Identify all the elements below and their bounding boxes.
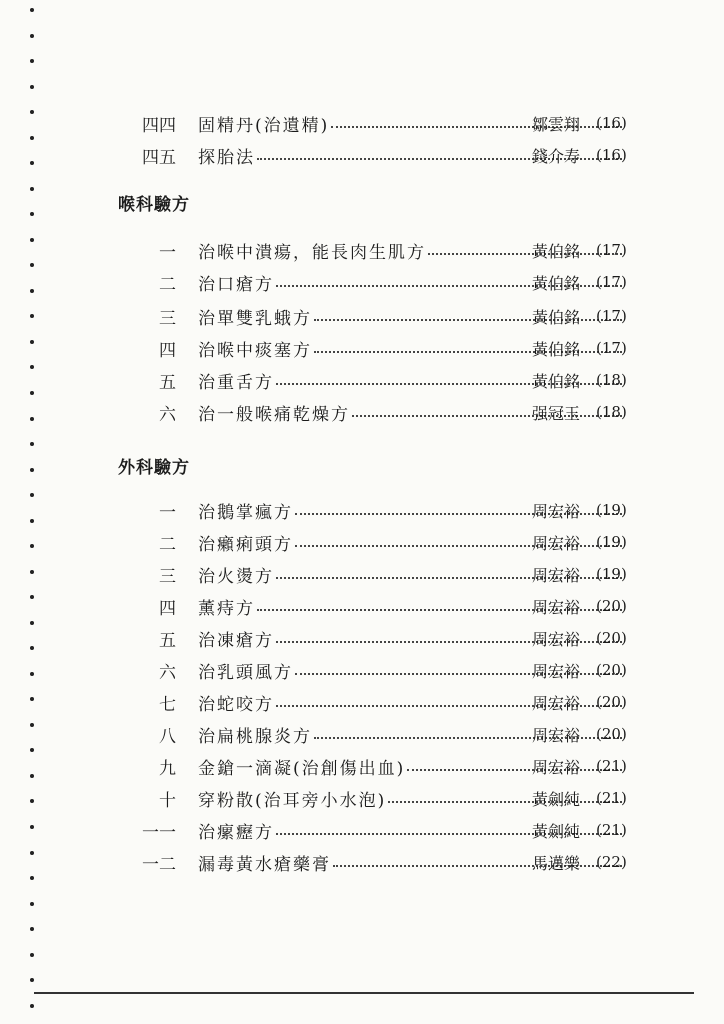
entry-author: 周宏裕 — [532, 629, 581, 649]
entry-author: 黃劍純 — [532, 789, 581, 809]
toc-entry — [0, 236, 724, 264]
entry-number: 二 — [159, 534, 176, 555]
entry-author: 周宏裕 — [532, 597, 581, 617]
entry-title: 金鎗一滴凝(治創傷出血) — [198, 758, 406, 779]
entry-page-number: (19) — [596, 501, 627, 519]
toc-entry — [0, 784, 724, 812]
toc-entry — [0, 141, 724, 169]
entry-title: 治乳頭風方 — [198, 662, 293, 683]
entry-page-number: (19) — [596, 533, 627, 551]
toc-entry — [0, 109, 724, 137]
entry-author: 黃伯銘 — [532, 307, 581, 327]
entry-number: 一二 — [142, 854, 176, 875]
entry-author: 黃伯銘 — [532, 273, 581, 293]
toc-entry — [0, 656, 724, 684]
entry-number: 四四 — [142, 115, 176, 136]
entry-number: 二 — [159, 274, 176, 295]
section-heading: 外科驗方 — [118, 458, 190, 478]
entry-page-number: (20) — [596, 725, 627, 743]
entry-author: 鄒雲翔 — [532, 114, 581, 134]
entry-author: 周宏裕 — [532, 661, 581, 681]
entry-author: 周宏裕 — [532, 565, 581, 585]
entry-page-number: (19) — [596, 565, 627, 583]
entry-author: 周宏裕 — [532, 725, 581, 745]
binding-hole — [30, 468, 34, 472]
binding-hole — [30, 85, 34, 89]
entry-number: 一 — [159, 502, 176, 523]
entry-number: 七 — [159, 694, 176, 715]
entry-number: 四 — [159, 598, 176, 619]
binding-hole — [30, 442, 34, 446]
entry-title: 治鵝掌瘋方 — [198, 502, 293, 523]
entry-page-number: (18) — [596, 403, 627, 421]
binding-hole — [30, 187, 34, 191]
entry-author: 錢介寿 — [532, 146, 581, 166]
entry-title: 治瘰癧方 — [198, 822, 274, 843]
entry-title: 治凍瘡方 — [198, 630, 274, 651]
entry-title: 治喉中痰塞方 — [198, 340, 312, 361]
entry-page-number: (16) — [596, 146, 627, 164]
entry-author: 黃劍純 — [532, 821, 581, 841]
entry-page-number: (20) — [596, 661, 627, 679]
entry-page-number: (16) — [596, 114, 627, 132]
toc-entry — [0, 366, 724, 394]
toc-entry — [0, 592, 724, 620]
entry-number: 六 — [159, 662, 176, 683]
toc-entry — [0, 302, 724, 330]
entry-page-number: (20) — [596, 629, 627, 647]
binding-hole — [30, 978, 34, 982]
entry-title: 治扁桃腺炎方 — [198, 726, 312, 747]
toc-entry — [0, 334, 724, 362]
entry-author: 黃伯銘 — [532, 241, 581, 261]
entry-title: 固精丹(治遺精) — [198, 115, 330, 136]
entry-title: 治口瘡方 — [198, 274, 274, 295]
toc-entry — [0, 528, 724, 556]
entry-number: 四五 — [142, 147, 176, 168]
entry-title: 治蛇咬方 — [198, 694, 274, 715]
toc-entry — [0, 816, 724, 844]
binding-hole — [30, 953, 34, 957]
binding-hole — [30, 1004, 34, 1008]
entry-number: 九 — [159, 758, 176, 779]
entry-page-number: (21) — [596, 789, 627, 807]
entry-title: 薰痔方 — [198, 598, 255, 619]
entry-number: 五 — [159, 630, 176, 651]
entry-number: 一 — [159, 242, 176, 263]
entry-number: 六 — [159, 404, 176, 425]
entry-page-number: (17) — [596, 307, 627, 325]
entry-number: 十 — [159, 790, 176, 811]
entry-title: 穿粉散(治耳旁小水泡) — [198, 790, 387, 811]
entry-number: 五 — [159, 372, 176, 393]
toc-entry — [0, 624, 724, 652]
entry-number: 三 — [159, 566, 176, 587]
entry-author: 周宏裕 — [532, 757, 581, 777]
entry-title: 治火燙方 — [198, 566, 274, 587]
entry-number: 三 — [159, 308, 176, 329]
entry-page-number: (17) — [596, 339, 627, 357]
entry-page-number: (22) — [596, 853, 627, 871]
toc-entry — [0, 848, 724, 876]
binding-hole — [30, 59, 34, 63]
entry-page-number: (20) — [596, 597, 627, 615]
binding-hole — [30, 902, 34, 906]
entry-number: 一一 — [142, 822, 176, 843]
entry-author: 周宏裕 — [532, 693, 581, 713]
binding-hole — [30, 876, 34, 880]
entry-number: 八 — [159, 726, 176, 747]
entry-author: 黃伯銘 — [532, 339, 581, 359]
entry-page-number: (21) — [596, 757, 627, 775]
entry-title: 治單雙乳蛾方 — [198, 308, 312, 329]
entry-title: 探胎法 — [198, 147, 255, 168]
entry-page-number: (20) — [596, 693, 627, 711]
entry-title: 治癩痢頭方 — [198, 534, 293, 555]
binding-hole — [30, 34, 34, 38]
entry-page-number: (18) — [596, 371, 627, 389]
toc-entry — [0, 268, 724, 296]
entry-page-number: (17) — [596, 241, 627, 259]
section-heading: 喉科驗方 — [118, 195, 190, 215]
entry-author: 强冠玉 — [532, 403, 581, 423]
entry-number: 四 — [159, 340, 176, 361]
entry-author: 馬邁樂 — [532, 853, 581, 873]
binding-hole — [30, 927, 34, 931]
bottom-rule — [34, 992, 694, 994]
entry-title: 治喉中潰瘍，能長肉生肌方 — [198, 242, 426, 263]
toc-entry — [0, 720, 724, 748]
toc-entry — [0, 560, 724, 588]
entry-author: 黃伯銘 — [532, 371, 581, 391]
toc-entry — [0, 752, 724, 780]
entry-title: 治一般喉痛乾燥方 — [198, 404, 350, 425]
toc-entry — [0, 398, 724, 426]
entry-author: 周宏裕 — [532, 501, 581, 521]
entry-title: 治重舌方 — [198, 372, 274, 393]
toc-entry — [0, 688, 724, 716]
entry-author: 周宏裕 — [532, 533, 581, 553]
entry-page-number: (21) — [596, 821, 627, 839]
entry-title: 漏毒黃水瘡藥膏 — [198, 854, 331, 875]
toc-entry — [0, 496, 724, 524]
entry-page-number: (17) — [596, 273, 627, 291]
binding-hole — [30, 8, 34, 12]
binding-hole — [30, 212, 34, 216]
